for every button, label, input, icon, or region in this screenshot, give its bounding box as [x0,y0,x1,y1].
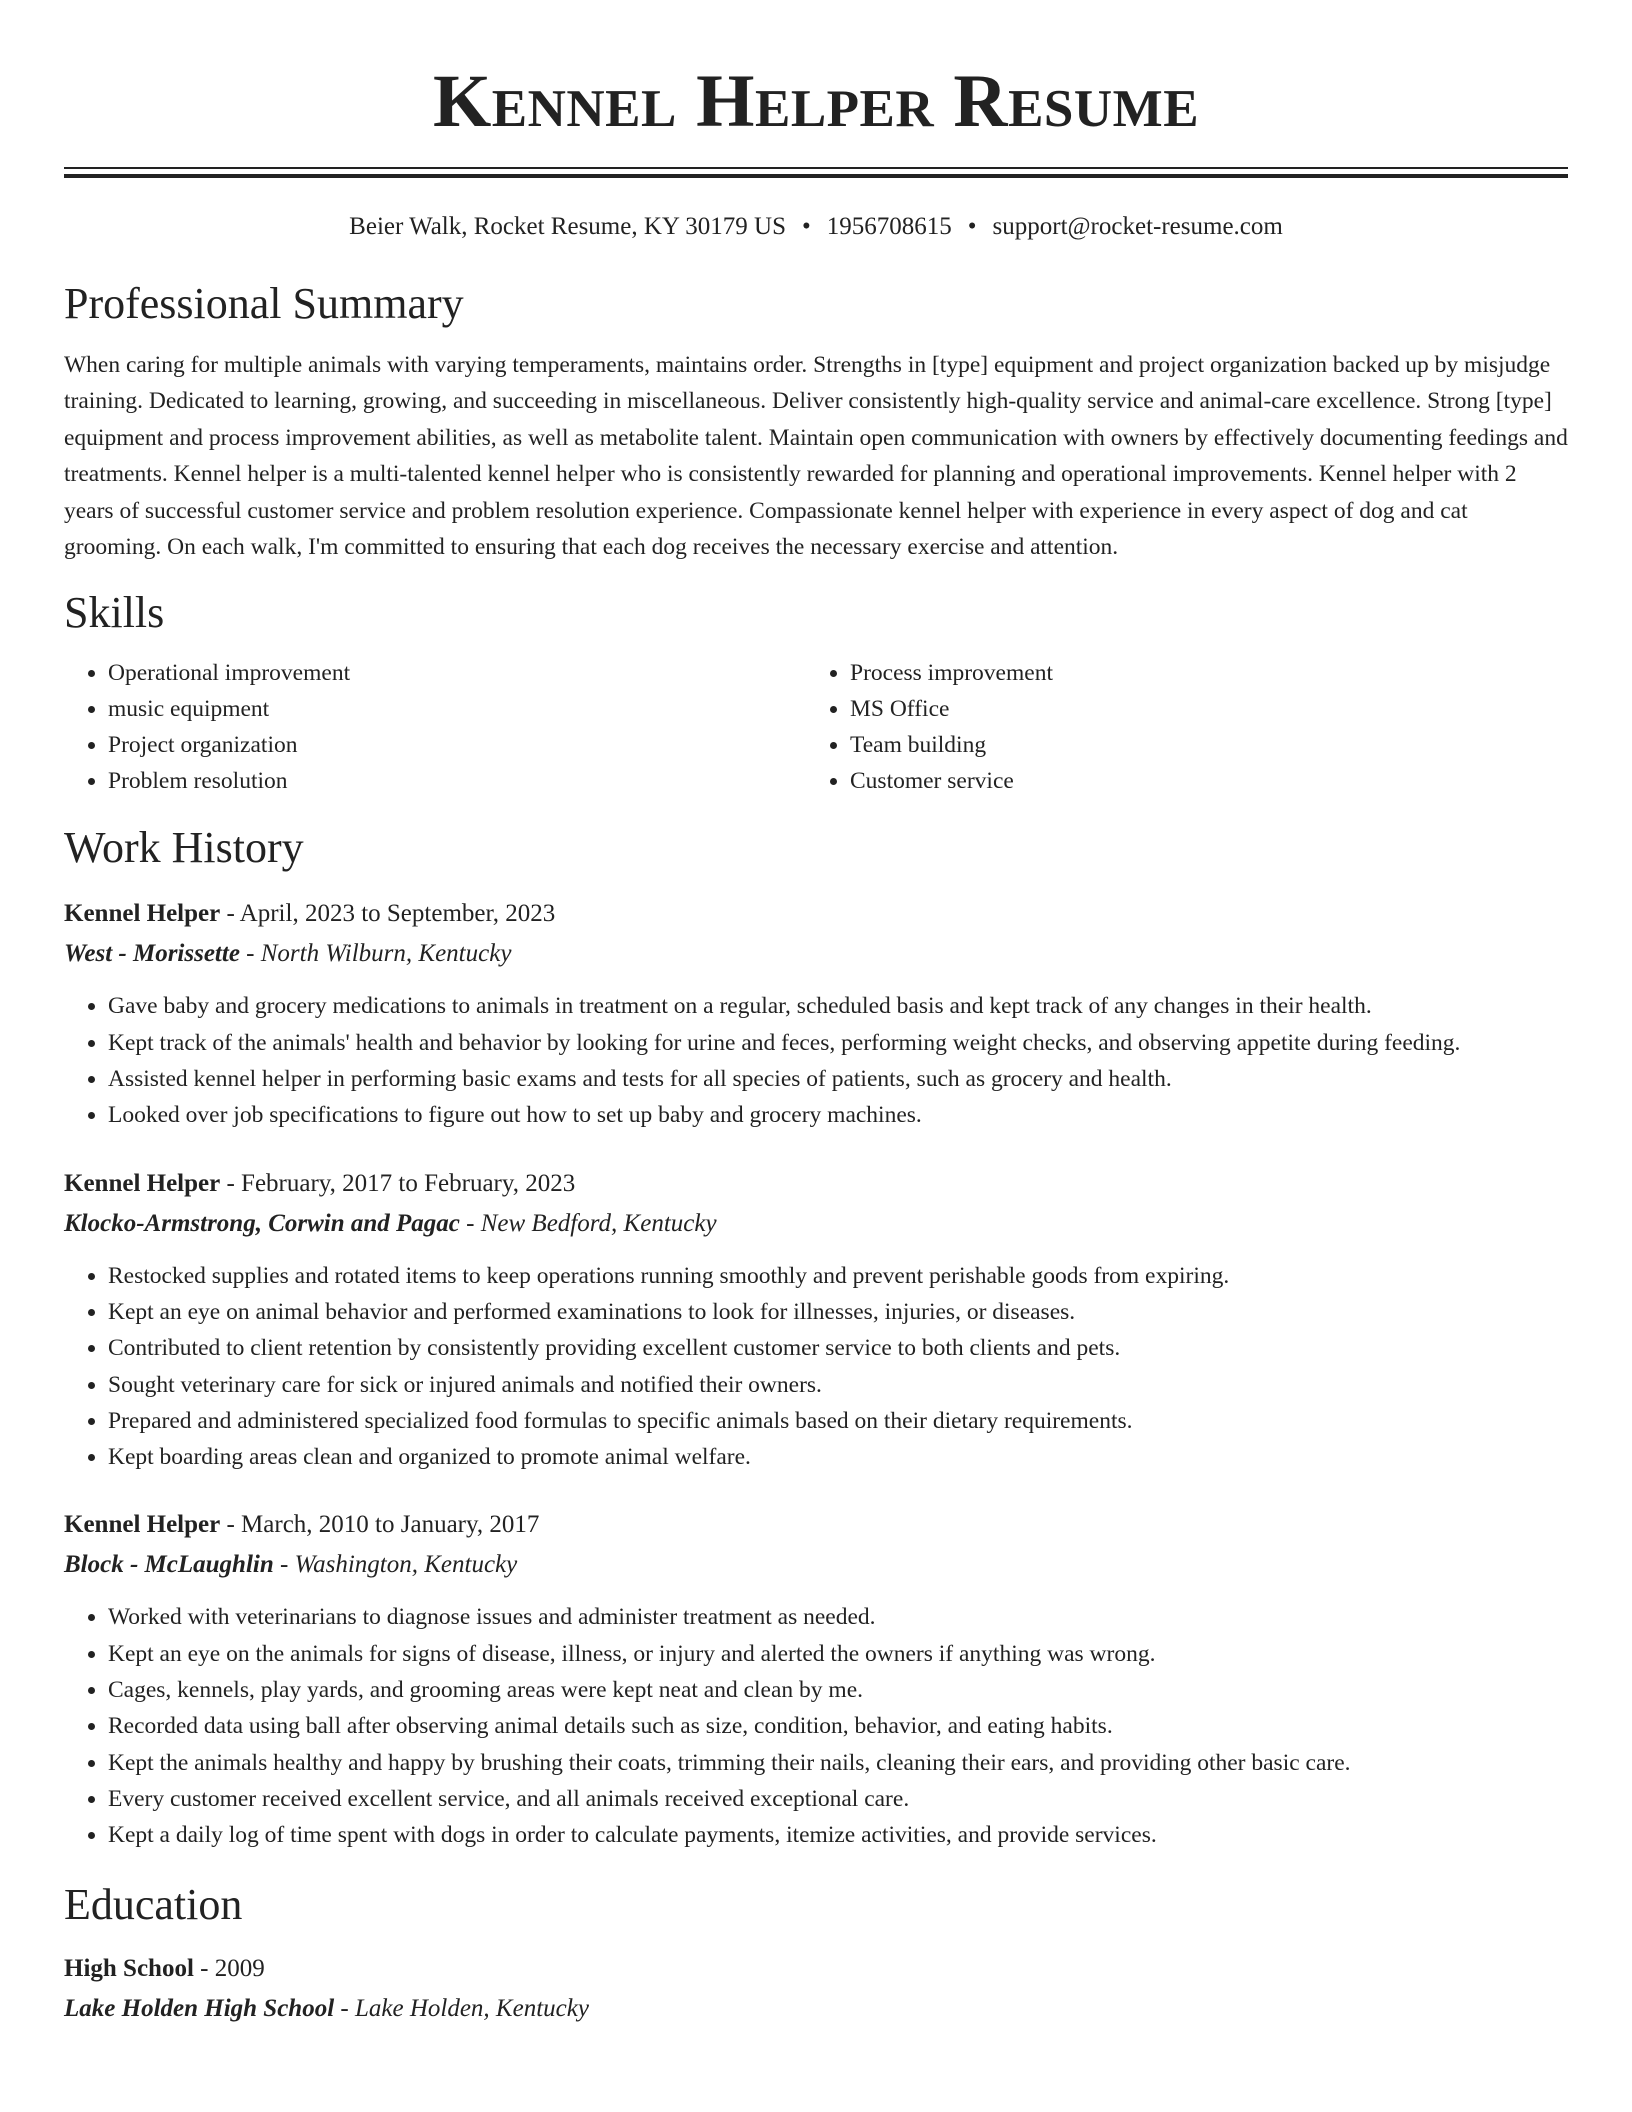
job-duties [64,988,1568,1133]
title-divider-thin [64,167,1568,169]
job-duties [64,1599,1568,1853]
job-location: - North Wilburn, Kentucky [239,940,512,968]
job-duty: • Kept an eye on the animals for signs of disease, illness, or injury and alerted the owners if anything was wrong. [108,1636,1568,1672]
job-location: - New Bedford, Kentucky [459,1209,717,1237]
job-duty: • Every customer received excellent service, and all animals received exceptional care. [108,1781,1568,1817]
job-entry [64,1509,1568,1853]
skill-item: • music equipment [108,691,806,727]
job-duty: • Assisted kennel helper in performing basic exams and tests for all species of patients, such as grocery and health. [108,1061,1568,1097]
job-title-line [64,898,1568,930]
contact-separator: • [802,213,811,240]
skills-list [64,655,1568,799]
job-duty: • Recorded data using ball after observing animal details such as size, condition, behavior, and eating habits. [108,1708,1568,1744]
job-duty: • Kept boarding areas clean and organized to promote animal welfare. [108,1439,1568,1475]
contact-email: support@rocket-resume.com [992,213,1283,240]
summary-heading: Professional Summary [64,279,464,328]
skill-item: • Customer service [850,763,1053,799]
job-title: Kennel Helper [64,1169,221,1197]
contact-separator: • [967,213,977,240]
title-divider-thick [64,174,1568,178]
skills-column-left [64,655,806,799]
job-duty: • Worked with veterinarians to diagnose issues and administer treatment as needed. [108,1599,1568,1635]
job-location: - Washington, Kentucky [273,1551,518,1579]
skill-item: • Team building [850,727,1053,763]
education-heading: Education [64,1880,243,1930]
job-dates: - February, 2017 to February, 2023 [220,1169,576,1197]
skill-item: • Problem resolution [108,763,806,799]
job-duty: • Sought veterinary care for sick or injured animals and notified their owners. [108,1367,1568,1403]
job-duty: • Restocked supplies and rotated items to keep operations running smoothly and prevent perishable goods from expiring. [108,1258,1568,1294]
work-history-heading: Work History [64,823,304,873]
job-dates: - March, 2010 to January, 2017 [220,1511,540,1539]
contact-phone: 1956708615 [826,213,952,240]
summary-text: When caring for multiple animals with varying temperaments, maintains order. Strengths in [type] equipment and project organization backed up by misjudge training. Dedicated to learning, growing, and succeeding in miscellaneous. Deliver consistently high-quality service and animal-care excellence. Strong [type] equipment and process improvement abilities, as well as metabolite talent. Maintain open communication with owners by effectively documenting feedings and treatments. Kennel helper is a multi-talented kennel helper who is consistently rewarded for planning and operational improvements. Kennel helper with 2 years of successful customer service and problem resolution experience. Compassionate kennel helper with experience in every aspect of dog and cat grooming. On each walk, I'm committed to ensuring that each dog receives the necessary exercise and attention. [64,352,1568,561]
job-company-line [64,1208,1568,1240]
contact-line [64,212,1568,242]
job-duty: • Kept a daily log of time spent with dogs in order to calculate payments, itemize activities, and provide services. [108,1817,1568,1853]
education-degree-line [64,1953,1568,1985]
contact-address: Beier Walk, Rocket Resume, KY 30179 US [349,213,786,240]
job-company: Klocko-Armstrong, Corwin and Pagac [64,1209,460,1237]
job-title-line [64,1168,1568,1200]
job-company: Block - McLaughlin [64,1551,274,1579]
education-degree: High School [64,1955,194,1983]
job-duty: • Gave baby and grocery medications to animals in treatment on a regular, scheduled basis and kept track of any changes in their health. [108,988,1568,1024]
job-company: West - Morissette [64,940,240,968]
education-school-line [64,1993,1568,2025]
job-title: Kennel Helper [64,1511,221,1539]
job-duty: • Cages, kennels, play yards, and grooming areas were kept neat and clean by me. [108,1672,1568,1708]
job-duty: • Looked over job specifications to figure out how to set up baby and grocery machines. [108,1097,1568,1133]
education-year: - 2009 [193,1955,265,1983]
skill-item: • MS Office [850,691,1053,727]
resume-page [64,0,1568,2025]
job-duty: • Kept track of the animals' health and behavior by looking for urine and feces, performing weight checks, and observing appetite during feeding. [108,1025,1568,1061]
job-entry [64,898,1568,1133]
skill-item: • Project organization [108,727,806,763]
skill-item: • Operational improvement [108,655,806,691]
job-company-line [64,1549,1568,1581]
job-duties [64,1258,1568,1476]
job-duty: • Contributed to client retention by consistently providing excellent customer service to both clients and pets. [108,1330,1568,1366]
education-location: - Lake Holden, Kentucky [334,1995,589,2023]
skills-heading: Skills [64,588,165,638]
job-title-line [64,1509,1568,1541]
job-dates: - April, 2023 to September, 2023 [220,900,556,928]
skill-item: • Process improvement [850,655,1053,691]
job-duty: • Kept the animals healthy and happy by brushing their coats, trimming their nails, cleaning their ears, and providing other basic care. [108,1745,1568,1781]
job-company-line [64,938,1568,970]
job-duty: • Kept an eye on animal behavior and performed examinations to look for illnesses, injuries, or diseases. [108,1294,1568,1330]
job-title: Kennel Helper [64,900,221,928]
education-school: Lake Holden High School [64,1995,335,2023]
skills-column-right [806,655,1053,799]
job-duty: • Prepared and administered specialized food formulas to specific animals based on their dietary requirements. [108,1403,1568,1439]
page-title: Kennel Helper Resume [432,60,1200,143]
job-entry [64,1168,1568,1476]
